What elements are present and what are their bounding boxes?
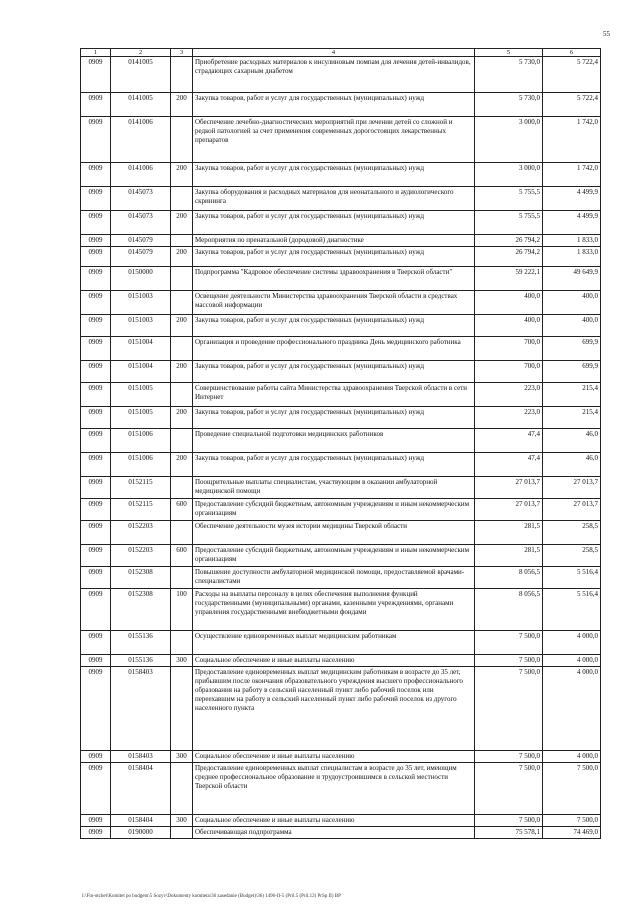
target-code: 0150000	[111, 267, 171, 291]
table-row	[81, 667, 601, 751]
planned-amount: 5 730,0	[475, 57, 543, 93]
target-code: 0151003	[111, 291, 171, 315]
column-header: 4	[193, 49, 475, 57]
item-description: Подпрограмма "Кадровое обеспечение системы здравоохранения в Тверской области"	[193, 267, 475, 291]
item-description: Обеспечение деятельности музея истории медицины Тверской области	[193, 521, 475, 545]
expense-type-code	[171, 567, 193, 589]
expense-type-code	[171, 667, 193, 751]
expense-type-code: 200	[171, 163, 193, 187]
expense-type-code	[171, 291, 193, 315]
planned-amount: 5 730,0	[475, 93, 543, 117]
expense-type-code: 200	[171, 453, 193, 477]
planned-amount: 5 755,5	[475, 211, 543, 235]
executed-amount: 5 722,4	[543, 93, 601, 117]
section-code: 0909	[81, 247, 111, 267]
section-code: 0909	[81, 827, 111, 839]
section-code: 0909	[81, 453, 111, 477]
section-code: 0909	[81, 499, 111, 521]
target-code: 0152308	[111, 589, 171, 631]
section-code: 0909	[81, 667, 111, 751]
planned-amount: 47,4	[475, 429, 543, 453]
planned-amount: 7 500,0	[475, 763, 543, 815]
column-header: 1	[81, 49, 111, 57]
target-code: 0145079	[111, 235, 171, 247]
expense-type-code	[171, 477, 193, 499]
expense-type-code	[171, 337, 193, 361]
item-description: Мероприятия по пренатальной (дородовой) диагностике	[193, 235, 475, 247]
section-code: 0909	[81, 315, 111, 337]
executed-amount: 400,0	[543, 315, 601, 337]
target-code: 0152308	[111, 567, 171, 589]
item-description: Повышение доступности амбулаторной медицинской помощи, предоставляемой врачами-специалистами	[193, 567, 475, 589]
column-header: 5	[475, 49, 543, 57]
planned-amount: 47,4	[475, 453, 543, 477]
expense-type-code: 200	[171, 361, 193, 383]
executed-amount: 7 500,0	[543, 763, 601, 815]
target-code: 0190000	[111, 827, 171, 839]
target-code: 0141006	[111, 163, 171, 187]
section-code: 0909	[81, 655, 111, 667]
page-number: 55	[603, 30, 610, 38]
item-description: Закупка товаров, работ и услуг для государственных (муниципальных) нужд	[193, 93, 475, 117]
executed-amount: 5 722,4	[543, 57, 601, 93]
item-description: Осуществление единовременных выплат медицинским работникам	[193, 631, 475, 655]
expense-type-code	[171, 521, 193, 545]
footer-path: I:\Fin-otchet\Komitet po budgetu\5 Sozyv\Dokumenty komiteta\36 zasedanie (Budget)\36) 1496-II-5 (Pril.5 (Pril.12) PrSp II) BP	[82, 894, 341, 899]
section-code: 0909	[81, 187, 111, 211]
planned-amount: 26 794,2	[475, 247, 543, 267]
column-header: 2	[111, 49, 171, 57]
executed-amount: 4 499,9	[543, 211, 601, 235]
expense-type-code	[171, 429, 193, 453]
table-row	[81, 763, 601, 815]
planned-amount: 75 578,1	[475, 827, 543, 839]
section-code: 0909	[81, 815, 111, 827]
item-description: Закупка товаров, работ и услуг для государственных (муниципальных) нужд	[193, 407, 475, 429]
section-code: 0909	[81, 163, 111, 187]
section-code: 0909	[81, 751, 111, 763]
item-description: Расходы на выплаты персоналу в целях обеспечения выполнения функций государственными (муниципальными) органами, казенными учреждениями, органами управления государственными внебюджетными фондами	[193, 589, 475, 631]
planned-amount: 7 500,0	[475, 667, 543, 751]
target-code: 0152115	[111, 499, 171, 521]
planned-amount: 59 222,1	[475, 267, 543, 291]
expense-type-code: 300	[171, 751, 193, 763]
target-code: 0151006	[111, 429, 171, 453]
item-description: Предоставление субсидий бюджетным, автономным учреждениям и иным некоммерческим организациям	[193, 545, 475, 567]
executed-amount: 46,0	[543, 429, 601, 453]
planned-amount: 7 500,0	[475, 815, 543, 827]
section-code: 0909	[81, 291, 111, 315]
table-row	[81, 407, 601, 429]
section-code: 0909	[81, 631, 111, 655]
table-row	[81, 291, 601, 315]
planned-amount: 223,0	[475, 407, 543, 429]
planned-amount: 7 500,0	[475, 751, 543, 763]
target-code: 0151006	[111, 453, 171, 477]
target-code: 0145073	[111, 211, 171, 235]
item-description: Социальное обеспечение и иные выплаты населению	[193, 815, 475, 827]
executed-amount: 258,5	[543, 545, 601, 567]
section-code: 0909	[81, 93, 111, 117]
section-code: 0909	[81, 763, 111, 815]
table-row	[81, 477, 601, 499]
executed-amount: 215,4	[543, 407, 601, 429]
expense-type-code	[171, 383, 193, 407]
expense-type-code	[171, 631, 193, 655]
expense-type-code	[171, 827, 193, 839]
target-code: 0158403	[111, 751, 171, 763]
table-row	[81, 429, 601, 453]
target-code: 0151004	[111, 337, 171, 361]
section-code: 0909	[81, 117, 111, 163]
item-description: Социальное обеспечение и иные выплаты населению	[193, 751, 475, 763]
table-row	[81, 815, 601, 827]
executed-amount: 4 000,0	[543, 631, 601, 655]
item-description: Закупка товаров, работ и услуг для государственных (муниципальных) нужд	[193, 247, 475, 267]
expense-type-code: 200	[171, 211, 193, 235]
executed-amount: 699,9	[543, 337, 601, 361]
target-code: 0151003	[111, 315, 171, 337]
planned-amount: 8 056,5	[475, 567, 543, 589]
table-row	[81, 655, 601, 667]
planned-amount: 3 000,0	[475, 117, 543, 163]
table-row	[81, 187, 601, 211]
item-description: Закупка товаров, работ и услуг для государственных (муниципальных) нужд	[193, 315, 475, 337]
table-row	[81, 235, 601, 247]
expense-type-code	[171, 235, 193, 247]
executed-amount: 4 000,0	[543, 751, 601, 763]
planned-amount: 700,0	[475, 337, 543, 361]
planned-amount: 7 500,0	[475, 631, 543, 655]
planned-amount: 400,0	[475, 291, 543, 315]
table-row	[81, 57, 601, 93]
section-code: 0909	[81, 429, 111, 453]
planned-amount: 27 013,7	[475, 499, 543, 521]
item-description: Предоставление единовременных выплат специалистам в возрасте до 35 лет, имеющим среднее профессиональное образование и трудоустроившимся в сельской местности Тверской области	[193, 763, 475, 815]
executed-amount: 258,5	[543, 521, 601, 545]
planned-amount: 27 013,7	[475, 477, 543, 499]
executed-amount: 4 499,9	[543, 187, 601, 211]
target-code: 0152203	[111, 545, 171, 567]
planned-amount: 5 755,5	[475, 187, 543, 211]
section-code: 0909	[81, 589, 111, 631]
target-code: 0158404	[111, 815, 171, 827]
executed-amount: 27 013,7	[543, 477, 601, 499]
expense-type-code: 200	[171, 93, 193, 117]
target-code: 0152203	[111, 521, 171, 545]
table-row	[81, 93, 601, 117]
target-code: 0141006	[111, 117, 171, 163]
expense-type-code	[171, 117, 193, 163]
item-description: Предоставление субсидий бюджетным, автономным учреждениям и иным некоммерческим организациям	[193, 499, 475, 521]
expense-type-code: 100	[171, 589, 193, 631]
section-code: 0909	[81, 211, 111, 235]
table-row	[81, 827, 601, 839]
expense-type-code	[171, 57, 193, 93]
table-row	[81, 453, 601, 477]
section-code: 0909	[81, 407, 111, 429]
expense-type-code: 600	[171, 545, 193, 567]
target-code: 0158404	[111, 763, 171, 815]
item-description: Организация и проведение профессионального праздника День медицинского работника	[193, 337, 475, 361]
planned-amount: 8 056,5	[475, 589, 543, 631]
table-row	[81, 631, 601, 655]
item-description: Закупка товаров, работ и услуг для государственных (муниципальных) нужд	[193, 453, 475, 477]
executed-amount: 1 742,0	[543, 163, 601, 187]
expense-type-code	[171, 187, 193, 211]
section-code: 0909	[81, 337, 111, 361]
item-description: Проведение специальной подготовки медицинских работников	[193, 429, 475, 453]
table-row	[81, 117, 601, 163]
expense-type-code: 200	[171, 315, 193, 337]
executed-amount: 1 742,0	[543, 117, 601, 163]
executed-amount: 7 500,0	[543, 815, 601, 827]
planned-amount: 700,0	[475, 361, 543, 383]
item-description: Совершенствование работы сайта Министерства здравоохранения Тверской области в сети Интернет	[193, 383, 475, 407]
table-row	[81, 361, 601, 383]
expense-type-code: 200	[171, 407, 193, 429]
column-header: 6	[543, 49, 601, 57]
table-row	[81, 545, 601, 567]
executed-amount: 4 000,0	[543, 667, 601, 751]
table-row	[81, 337, 601, 361]
section-code: 0909	[81, 521, 111, 545]
expense-type-code	[171, 267, 193, 291]
table-row	[81, 267, 601, 291]
target-code: 0145079	[111, 247, 171, 267]
table-row	[81, 589, 601, 631]
expense-type-code: 200	[171, 247, 193, 267]
planned-amount: 223,0	[475, 383, 543, 407]
executed-amount: 400,0	[543, 291, 601, 315]
table-row	[81, 163, 601, 187]
column-header: 3	[171, 49, 193, 57]
table-row	[81, 521, 601, 545]
item-description: Предоставление единовременных выплат медицинским работникам в возрасте до 35 лет, прибывшим после окончания образовательного учреждения высшего профессионального образования на работу в сельский населенный пункт либо рабочий поселок или переехавшим на работу в сельский населенный пункт либо рабочий поселок из другого населенного пункта	[193, 667, 475, 751]
section-code: 0909	[81, 567, 111, 589]
executed-amount: 27 013,7	[543, 499, 601, 521]
table-row	[81, 567, 601, 589]
planned-amount: 400,0	[475, 315, 543, 337]
planned-amount: 7 500,0	[475, 655, 543, 667]
section-code: 0909	[81, 267, 111, 291]
table-row	[81, 383, 601, 407]
item-description: Закупка товаров, работ и услуг для государственных (муниципальных) нужд	[193, 361, 475, 383]
item-description: Закупка товаров, работ и услуг для государственных (муниципальных) нужд	[193, 163, 475, 187]
section-code: 0909	[81, 383, 111, 407]
target-code: 0155136	[111, 655, 171, 667]
target-code: 0141005	[111, 93, 171, 117]
executed-amount: 5 516,4	[543, 589, 601, 631]
target-code: 0141005	[111, 57, 171, 93]
table-row	[81, 247, 601, 267]
executed-amount: 4 000,0	[543, 655, 601, 667]
target-code: 0145073	[111, 187, 171, 211]
table-row	[81, 751, 601, 763]
item-description: Приобретение расходных материалов к инсулиновым помпам для лечения детей-инвалидов, страдающих сахарным диабетом	[193, 57, 475, 93]
item-description: Закупка оборудования и расходных материалов для неонатального и аудиологического скрининга	[193, 187, 475, 211]
budget-table	[80, 48, 601, 839]
executed-amount: 5 516,4	[543, 567, 601, 589]
section-code: 0909	[81, 545, 111, 567]
target-code: 0152115	[111, 477, 171, 499]
expense-type-code: 600	[171, 499, 193, 521]
expense-type-code: 300	[171, 815, 193, 827]
expense-type-code	[171, 763, 193, 815]
target-code: 0155136	[111, 631, 171, 655]
section-code: 0909	[81, 477, 111, 499]
item-description: Обеспечивающая подпрограмма	[193, 827, 475, 839]
executed-amount: 46,0	[543, 453, 601, 477]
section-code: 0909	[81, 57, 111, 93]
table-row	[81, 499, 601, 521]
executed-amount: 1 833,0	[543, 247, 601, 267]
planned-amount: 3 000,0	[475, 163, 543, 187]
planned-amount: 281,5	[475, 521, 543, 545]
planned-amount: 281,5	[475, 545, 543, 567]
target-code: 0151005	[111, 383, 171, 407]
executed-amount: 215,4	[543, 383, 601, 407]
section-code: 0909	[81, 361, 111, 383]
target-code: 0151004	[111, 361, 171, 383]
item-description: Закупка товаров, работ и услуг для государственных (муниципальных) нужд	[193, 211, 475, 235]
executed-amount: 699,9	[543, 361, 601, 383]
section-code: 0909	[81, 235, 111, 247]
table-row	[81, 315, 601, 337]
executed-amount: 1 833,0	[543, 235, 601, 247]
table-header-row	[81, 49, 601, 57]
item-description: Освещение деятельности Министерства здравоохранения Тверской области в средствах массовой информации	[193, 291, 475, 315]
item-description: Поощрительные выплаты специалистам, участвующим в оказании амбулаторной медицинской помощи	[193, 477, 475, 499]
planned-amount: 26 794,2	[475, 235, 543, 247]
table-row	[81, 211, 601, 235]
item-description: Социальное обеспечение и иные выплаты населению	[193, 655, 475, 667]
item-description: Обеспечение лечебно-диагностических мероприятий при лечении детей со сложной и редкой патологией за счет применения современных дорогостоящих лекарственных препаратов	[193, 117, 475, 163]
target-code: 0158403	[111, 667, 171, 751]
expense-type-code: 300	[171, 655, 193, 667]
executed-amount: 49 649,9	[543, 267, 601, 291]
target-code: 0151005	[111, 407, 171, 429]
executed-amount: 74 469,0	[543, 827, 601, 839]
